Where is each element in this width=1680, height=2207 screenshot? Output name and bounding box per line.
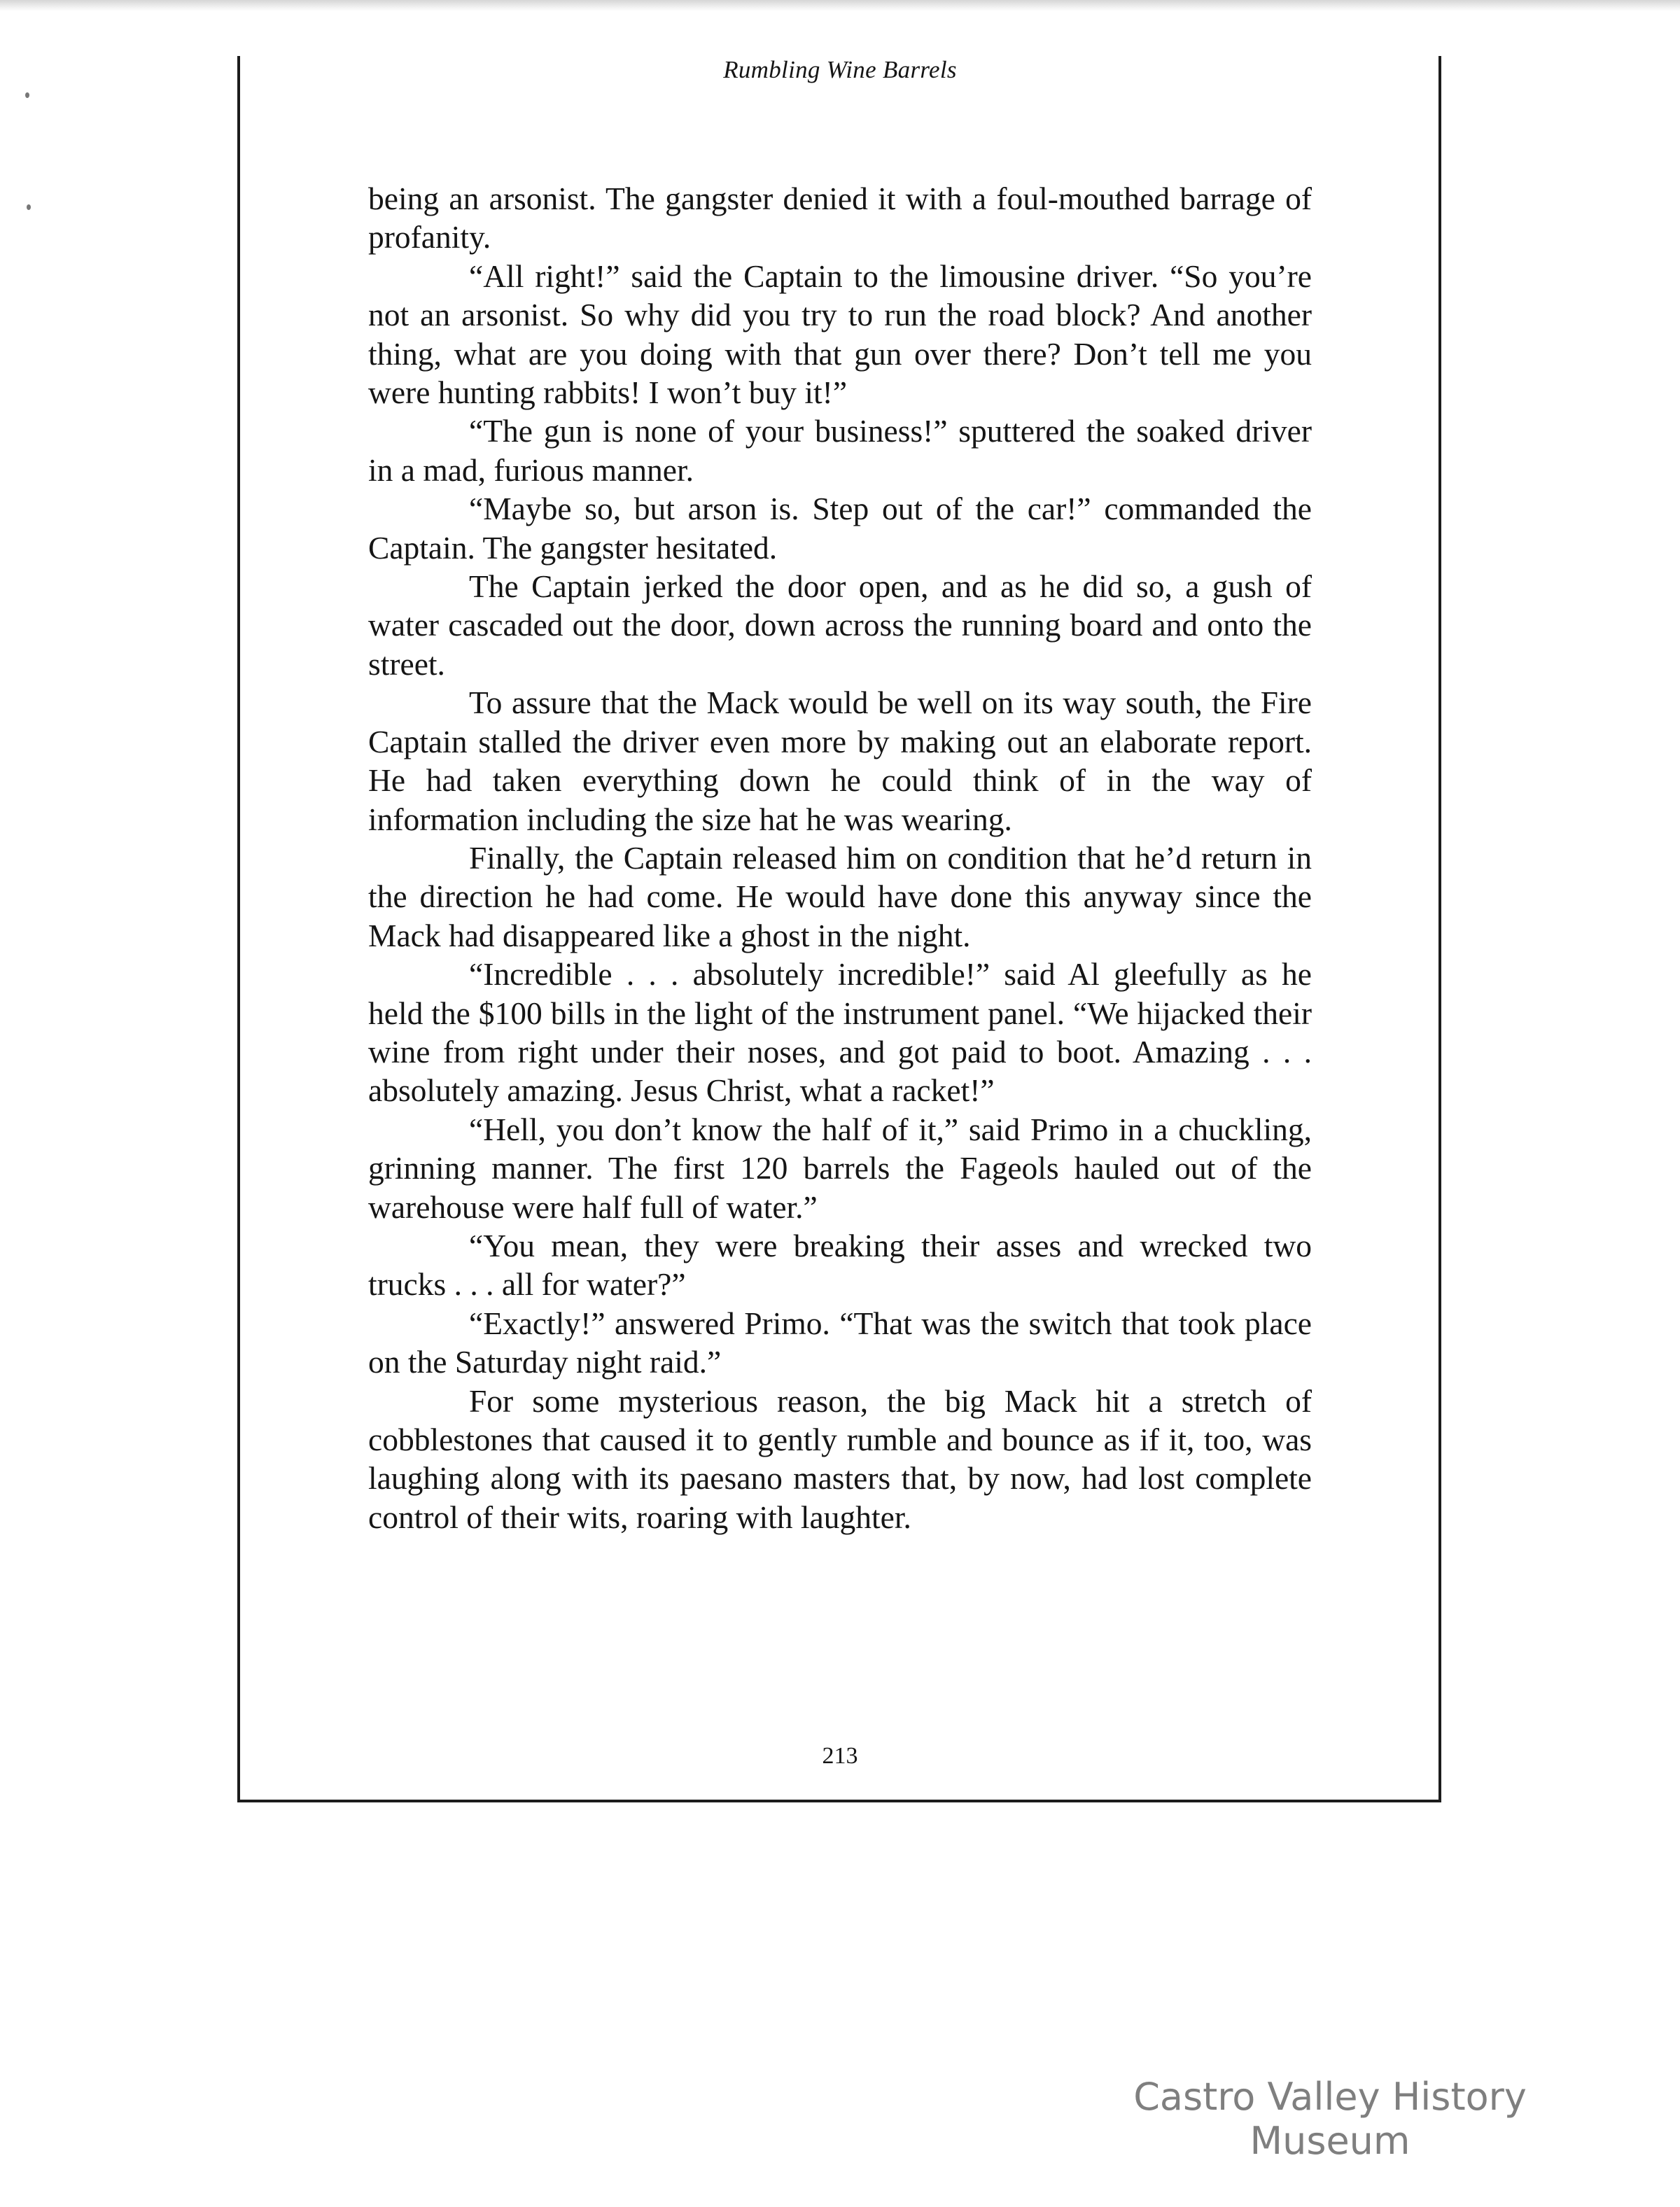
watermark: Castro Valley History Museum	[1133, 2075, 1527, 2163]
paragraph: “Exactly!” answered Primo. “That was the switch that took place on the Saturday night raid.”	[368, 1305, 1312, 1380]
paragraph: “Maybe so, but arson is. Step out of the car!” commanded the Captain. The gangster hesitated.	[368, 491, 1312, 566]
body-text	[368, 179, 1312, 1536]
paragraph: “All right!” said the Captain to the limousine driver. “So you’re not an arsonist. So why did you try to run the road block? And another thing, what are you doing with that gun over there? Don’t tell me you were hunting rabbits! I won’t buy it!”	[368, 258, 1312, 411]
running-head: Rumbling Wine Barrels	[723, 56, 957, 83]
paragraph: For some mysterious reason, the big Mack hit a stretch of cobblestones that caused it to gently rumble and bounce as if it, too, was laughing along with its paesano masters that, by now, had lost complete control of their wits, roaring with laughter.	[368, 1382, 1312, 1535]
scan-speck	[27, 204, 31, 210]
paragraph: To assure that the Mack would be well on its way south, the Fire Captain stalled the driver even more by making out an elaborate report. He had taken everything down he could think of in the way of information including the size hat he was wearing.	[368, 685, 1312, 837]
paragraph: “Hell, you don’t know the half of it,” said Primo in a chuckling, grinning manner. The first 120 barrels the Fageols hauled out of the warehouse were half full of water.”	[368, 1111, 1312, 1225]
paragraph: being an arsonist. The gangster denied it with a foul-mouthed barrage of profanity.	[368, 181, 1312, 255]
scan-speck	[25, 92, 29, 98]
page-number: 213	[822, 1743, 858, 1769]
paragraph: “You mean, they were breaking their asses and wrecked two trucks . . . all for water?”	[368, 1227, 1312, 1303]
paragraph: “Incredible . . . absolutely incredible!” said Al gleefully as he held the $100 bills in the light of the instrument panel. “We hijacked their wine from right under their noses, and got paid to boot. Amazing . . . absolutely amazing. Jesus Christ, what a racket!”	[368, 956, 1312, 1109]
scan-top-edge	[0, 0, 1680, 11]
paragraph: “The gun is none of your business!” sputtered the soaked driver in a mad, furious manner.	[368, 413, 1312, 488]
paragraph: The Captain jerked the door open, and as he did so, a gush of water cascaded out the door, down across the running board and onto the street.	[368, 568, 1312, 682]
paragraph: Finally, the Captain released him on condition that he’d return in the direction he had come. He would have done this anyway since the Mack had disappeared like a ghost in the night.	[368, 839, 1312, 953]
